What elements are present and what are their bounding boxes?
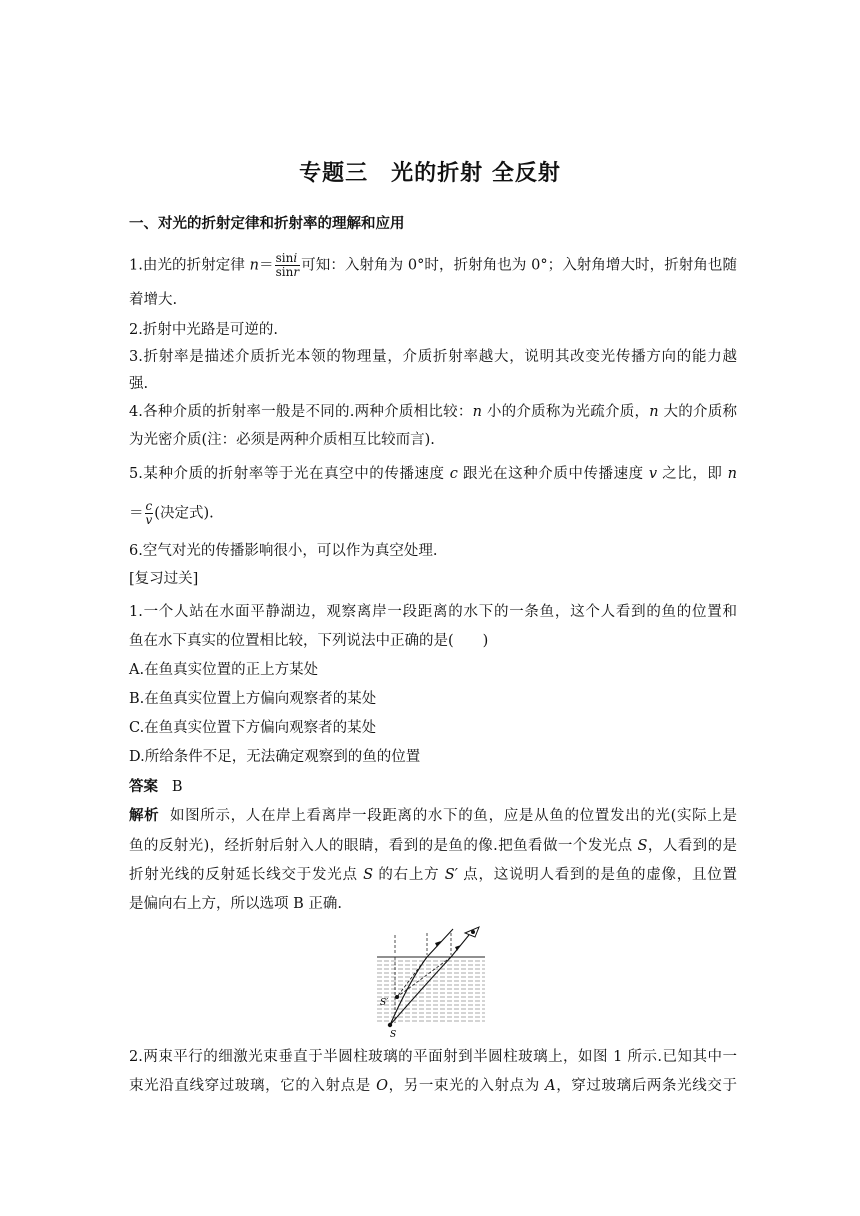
text: ，人看到的是 <box>647 838 738 854</box>
var-n: n <box>649 404 659 420</box>
var-a: A <box>545 1078 556 1094</box>
paragraph-3-line-1: 3.折射率是描述介质折光本领的物理量，介质折射率越大，说明其改变光传播方向的能力越 <box>129 349 737 365</box>
text: 4.各种介质的折射率一般是不同的.两种介质相比较： <box>129 404 473 420</box>
frac-num: sin <box>275 251 294 265</box>
paragraph-4-line-1 <box>129 402 737 422</box>
image-point <box>395 995 399 999</box>
paragraph-6: 6.空气对光的传播影响很小，可以作为真空处理. <box>129 543 438 559</box>
paragraph-1-line-1 <box>129 252 737 279</box>
arrow-icon <box>435 941 441 947</box>
text: 鱼的反射光)，经折射后射入人的眼睛，看到的是鱼的像.把鱼看做一个发光点 <box>129 838 638 854</box>
var-v: v <box>648 466 658 482</box>
text: 跟光在这种介质中传播速度 <box>457 466 649 482</box>
eye-pupil-icon <box>471 930 475 934</box>
text: 束光沿直线穿过玻璃，它的入射点是 <box>129 1078 377 1094</box>
var-s-prime: S′ <box>444 867 458 883</box>
paragraph-2: 2.折射中光路是可逆的. <box>129 322 278 338</box>
analysis-label: 解析 <box>129 808 160 824</box>
var-n: n <box>472 404 483 420</box>
equals-sign: ＝ <box>129 505 144 522</box>
question-1-line-2: 鱼在水下真实的位置相比较，下列说法中正确的是( ) <box>129 633 489 649</box>
text: 之比，即 <box>657 466 728 482</box>
var-n: n <box>727 466 737 482</box>
answer-label: 答案 <box>129 779 158 795</box>
text: ，另一束光的入射点为 <box>388 1078 546 1094</box>
frac-num-var: i <box>293 251 298 265</box>
arrow-icon <box>455 945 461 951</box>
text: 折射光线的反射延长线交于发光点 <box>129 867 364 883</box>
analysis-line-2 <box>129 836 737 856</box>
option-b: B.在鱼真实位置上方偏向观察者的某处 <box>129 691 377 707</box>
text: (决定式). <box>154 505 214 522</box>
analysis-line-1 <box>129 806 737 826</box>
analysis-line-3 <box>129 865 737 885</box>
text: ，穿过玻璃后两条光线交于 <box>555 1078 738 1094</box>
text: 如图所示，人在岸上看离岸一段距离的水下的鱼，应是从鱼的位置发出的光(实际上是 <box>169 808 738 824</box>
text: 5.某种介质的折射率等于光在真空中的传播速度 <box>129 466 450 482</box>
var-n: n <box>249 257 259 274</box>
text: 可知：入射角为 0°时，折射角也为 0°；入射角增大时，折射角也随 <box>301 257 738 274</box>
text: 小的介质称为光疏介质， <box>482 404 650 420</box>
var-c: c <box>449 466 458 482</box>
answer-value: B <box>171 779 183 795</box>
page-title: 专题三 光的折射 全反射 <box>299 161 561 186</box>
equals-sign: ＝ <box>258 257 274 274</box>
frac-den-var: r <box>293 265 300 279</box>
frac-den: v <box>145 513 153 527</box>
source-point <box>388 1023 392 1027</box>
var-o: O <box>376 1078 389 1094</box>
question-2-line-2 <box>129 1076 737 1096</box>
text: 1.由光的折射定律 <box>129 257 250 274</box>
refraction-figure <box>375 925 487 1040</box>
label-s-prime: S′ <box>380 998 389 1008</box>
option-d: D.所给条件不足，无法确定观察到的鱼的位置 <box>129 749 421 765</box>
var-s: S <box>363 867 374 883</box>
fraction-sini-sinr <box>275 252 300 279</box>
var-s: S <box>637 838 648 854</box>
frac-den: sin <box>275 265 294 279</box>
paragraph-1-line-2: 着增大. <box>129 292 178 308</box>
paragraph-5-line-2 <box>129 500 737 527</box>
paragraph-5-line-1 <box>129 464 737 484</box>
question-1-line-1: 1.一个人站在水面平静湖边，观察离岸一段距离的水下的一条鱼，这个人看到的鱼的位置和 <box>129 604 737 620</box>
fraction-c-v <box>145 500 154 527</box>
label-s: S <box>390 1030 397 1040</box>
question-2-line-1: 2.两束平行的细激光束垂直于半圆柱玻璃的平面射到半圆柱玻璃上，如图 1 所示.已知其中一 <box>129 1049 737 1065</box>
paragraph-4-line-2: 为光密介质(注：必须是两种介质相互比较而言). <box>129 432 435 448</box>
answer-line <box>129 777 737 797</box>
section-heading: 一、对光的折射定律和折射率的理解和应用 <box>129 216 405 232</box>
option-c: C.在鱼真实位置下方偏向观察者的某处 <box>129 720 377 736</box>
text: 大的介质称 <box>658 404 738 420</box>
water-hatching <box>377 961 485 1021</box>
frac-num: c <box>145 499 153 513</box>
option-a: A.在鱼真实位置的正上方某处 <box>129 662 319 678</box>
analysis-line-4: 是偏向右上方，所以选项 B 正确. <box>129 896 342 912</box>
paragraph-3-line-2: 强. <box>129 376 149 392</box>
review-heading: [复习过关] <box>129 571 199 587</box>
text: 点，这说明人看到的是鱼的虚像，且位置 <box>457 867 738 883</box>
text: 的右上方 <box>373 867 445 883</box>
